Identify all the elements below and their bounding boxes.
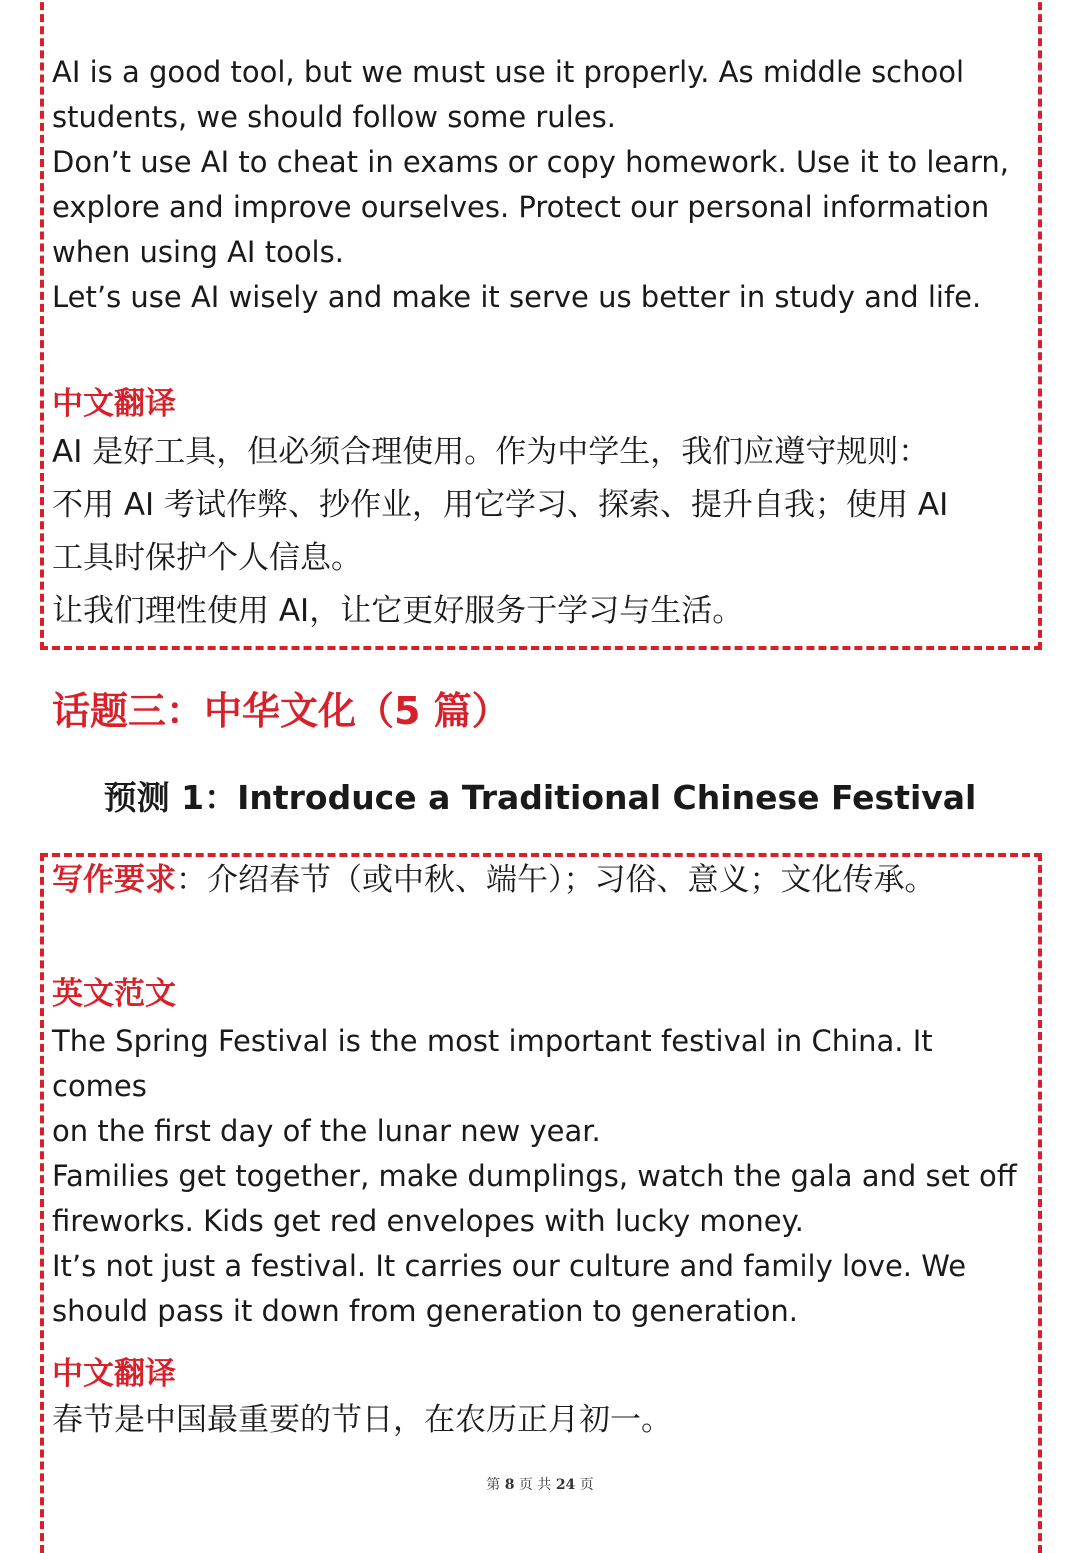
requirement-label: 写作要求 [52, 862, 176, 898]
footer-page-number: 8 [504, 1477, 515, 1493]
footer-prefix: 第 [486, 1477, 501, 1493]
prediction-title: 预测 1：Introduce a Traditional Chinese Festival [103, 778, 977, 817]
footer-suffix: 页 [579, 1477, 594, 1493]
topic-heading: 话题三：中华文化（5 篇） [52, 689, 510, 733]
english-sample-label: 英文范文 [52, 976, 176, 1012]
translation-label-2: 中文翻译 [52, 1356, 176, 1392]
translation-label: 中文翻译 [52, 386, 176, 422]
english-sample-paragraph: The Spring Festival is the most important festival in China. It comes on the first day of the lunar new year. Families get together, make dumplings, watch the gala and set off fireworks. Kids get red envelopes with lucky money. It’s not just a festival. It carries our culture and family love. We should pass it down from generation to generation. [52, 1024, 1017, 1328]
chinese-translation-paragraph: AI 是好工具，但必须合理使用。作为中学生，我们应遵守规则： 不用 AI 考试作弊、抄作业，用它学习、探索、提升自我；使用 AI 工具时保护个人信息。 让我们理性使用 AI，让它更好服务于学习与生活。 [52, 434, 949, 629]
writing-requirement [52, 858, 936, 902]
footer-middle: 页 共 [518, 1477, 552, 1493]
english-essay-paragraph: AI is a good tool, but we must use it properly. As middle school students, we should follow some rules. Don’t use AI to cheat in exams or copy homework. Use it to learn, explore and improve ourselves. Protect our personal information when using AI tools. Let’s use AI wisely and make it serve us better in study and life. [52, 55, 1010, 314]
chinese-translation-paragraph-2: 春节是中国最重要的节日，在农历正月初一。 [52, 1402, 672, 1438]
requirement-text: ：介绍春节（或中秋、端午）；习俗、意义；文化传承。 [176, 862, 936, 898]
footer-total-pages: 24 [555, 1477, 576, 1493]
page-footer [0, 1474, 1080, 1494]
